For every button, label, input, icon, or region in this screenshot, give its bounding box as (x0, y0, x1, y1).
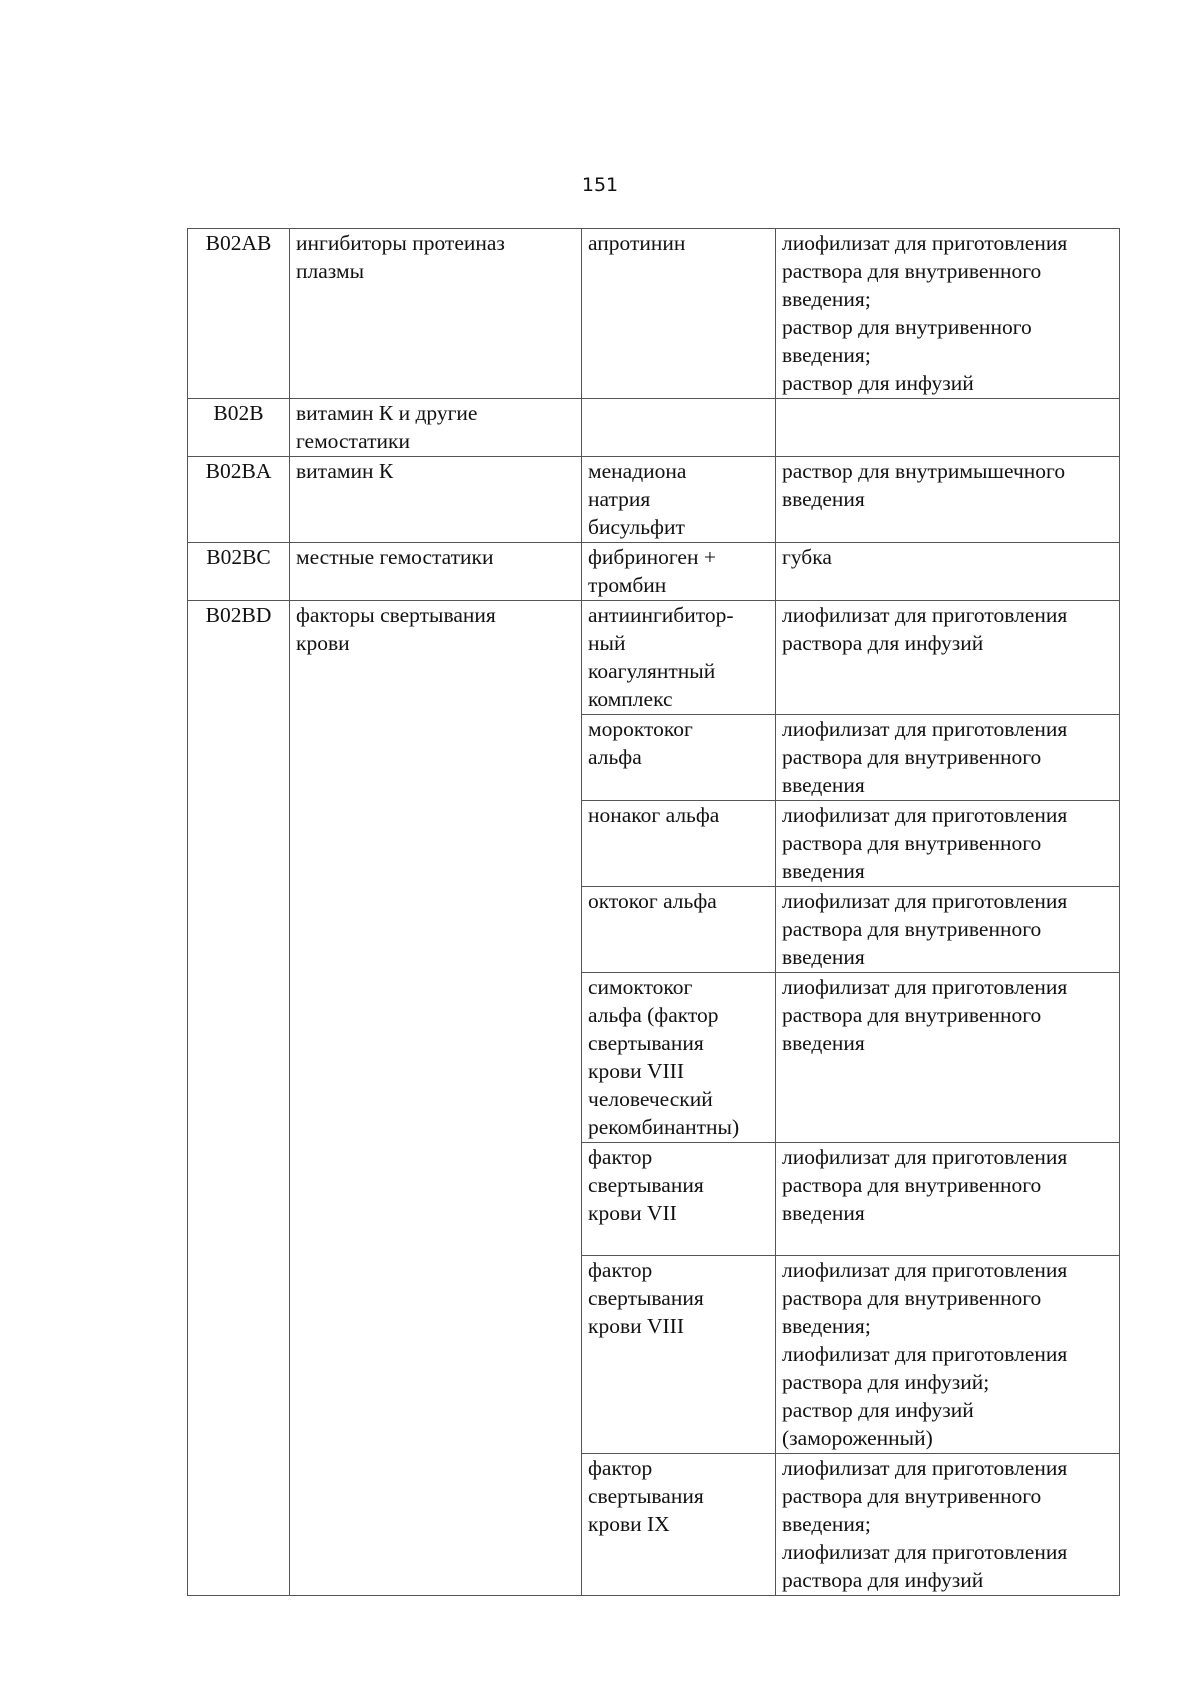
drug-name-cell (582, 1256, 776, 1454)
drug-name-cell (582, 715, 776, 801)
dosage-form-cell (776, 887, 1120, 973)
cell-line: раствора для внутривенного (782, 259, 1042, 283)
group-cell (290, 229, 582, 399)
table-row (188, 457, 1120, 543)
table-row (188, 229, 1120, 399)
cell-line: крови (296, 631, 350, 655)
cell-line: раствор для внутривенного (782, 315, 1032, 339)
drug-name-cell (582, 457, 776, 543)
atc-code-cell: B02BD (188, 601, 290, 1596)
cell-line: менадиона (588, 459, 687, 483)
drug-name-cell (582, 543, 776, 601)
cell-line: мороктоког (588, 717, 693, 741)
cell-line: введения; (782, 1314, 871, 1338)
cell-line: лиофилизат для приготовления (782, 1342, 1068, 1366)
cell-line: рекомбинантны) (588, 1115, 740, 1139)
cell-line: бисульфит (588, 515, 685, 539)
cell-line: раствор для внутримышечного (782, 459, 1066, 483)
group-cell (290, 601, 582, 1596)
cell-line: лиофилизат для приготовления (782, 603, 1068, 627)
cell-line: раствора для внутривенного (782, 917, 1042, 941)
table-row (188, 601, 1120, 715)
cell-line: (замороженный) (782, 1426, 933, 1450)
cell-line: свертывания (588, 1031, 704, 1055)
drug-name-cell (582, 1454, 776, 1596)
dosage-form-cell (776, 801, 1120, 887)
cell-line: фактор (588, 1258, 653, 1282)
dosage-form-cell (776, 973, 1120, 1143)
drug-name-cell (582, 399, 776, 457)
dosage-form-cell (776, 1454, 1120, 1596)
drug-name-cell (582, 601, 776, 715)
cell-line: раствор для инфузий (782, 1398, 974, 1422)
dosage-form-cell (776, 229, 1120, 399)
atc-code-cell: B02B (188, 399, 290, 457)
cell-line: крови VIII (588, 1314, 684, 1338)
cell-line: введения (782, 859, 865, 883)
cell-line: крови VII (588, 1201, 677, 1225)
cell-line: плазмы (296, 259, 365, 283)
cell-line: введения; (782, 1512, 871, 1536)
cell-line: раствор для инфузий (782, 371, 974, 395)
cell-line: лиофилизат для приготовления (782, 889, 1068, 913)
atc-code-cell: B02BA (188, 457, 290, 543)
cell-line: фибриноген + (588, 545, 716, 569)
cell-line: ный (588, 631, 626, 655)
dosage-form-cell (776, 399, 1120, 457)
drug-name-cell (582, 887, 776, 973)
cell-line: лиофилизат для приготовления (782, 231, 1068, 255)
group-cell (290, 399, 582, 457)
cell-line: лиофилизат для приготовления (782, 717, 1068, 741)
drug-name-cell (582, 801, 776, 887)
cell-line: нонаког альфа (588, 803, 720, 827)
table-row (188, 399, 1120, 457)
cell-line: тромбин (588, 573, 667, 597)
cell-line: октоког альфа (588, 889, 717, 913)
cell-line: витамин К и другие (296, 401, 478, 425)
cell-line: лиофилизат для приготовления (782, 803, 1068, 827)
page-number: 151 (581, 174, 619, 196)
atc-code-cell: B02AB (188, 229, 290, 399)
cell-line: раствора для инфузий; (782, 1370, 990, 1394)
drug-name-cell (582, 973, 776, 1143)
cell-line: раствора для внутривенного (782, 745, 1042, 769)
cell-line: раствора для инфузий (782, 1568, 984, 1592)
cell-line: симоктоког (588, 975, 693, 999)
cell-line: крови IX (588, 1512, 670, 1536)
cell-line: введения (782, 773, 865, 797)
group-cell (290, 543, 582, 601)
table-row (188, 543, 1120, 601)
cell-line: факторы свертывания (296, 603, 496, 627)
cell-line: натрия (588, 487, 651, 511)
cell-line: лиофилизат для приготовления (782, 1540, 1068, 1564)
cell-line: губка (782, 545, 832, 569)
cell-line: введения (782, 1201, 865, 1225)
group-cell (290, 457, 582, 543)
cell-line: человеческий (588, 1087, 713, 1111)
cell-line: антиингибитор- (588, 603, 734, 627)
cell-line: апротинин (588, 231, 686, 255)
cell-line: коагулянтный (588, 659, 716, 683)
atc-code-cell: B02BC (188, 543, 290, 601)
cell-line: фактор (588, 1456, 653, 1480)
cell-line: раствора для внутривенного (782, 1003, 1042, 1027)
cell-line: введения; (782, 343, 871, 367)
cell-line: раствора для внутривенного (782, 1484, 1042, 1508)
cell-line: введения (782, 945, 865, 969)
dosage-form-cell (776, 1143, 1120, 1256)
cell-line: местные гемостатики (296, 545, 494, 569)
dosage-form-cell (776, 543, 1120, 601)
dosage-form-cell (776, 457, 1120, 543)
cell-line: лиофилизат для приготовления (782, 975, 1068, 999)
cell-line: свертывания (588, 1286, 704, 1310)
cell-line: раствора для инфузий (782, 631, 984, 655)
drug-name-cell (582, 1143, 776, 1256)
cell-line: альфа (фактор (588, 1003, 719, 1027)
cell-line: раствора для внутривенного (782, 831, 1042, 855)
cell-line: крови VIII (588, 1059, 684, 1083)
cell-line: свертывания (588, 1173, 704, 1197)
dosage-form-cell (776, 601, 1120, 715)
cell-line: лиофилизат для приготовления (782, 1456, 1068, 1480)
cell-line: введения; (782, 287, 871, 311)
dosage-form-cell (776, 715, 1120, 801)
cell-line: лиофилизат для приготовления (782, 1145, 1068, 1169)
cell-line: витамин К (296, 459, 394, 483)
drug-table (187, 228, 1120, 1596)
cell-line: введения (782, 487, 865, 511)
cell-line: ингибиторы протеиназ (296, 231, 505, 255)
cell-line: фактор (588, 1145, 653, 1169)
cell-line: комплекс (588, 687, 673, 711)
cell-line: раствора для внутривенного (782, 1173, 1042, 1197)
cell-line: раствора для внутривенного (782, 1286, 1042, 1310)
drug-name-cell (582, 229, 776, 399)
cell-line: свертывания (588, 1484, 704, 1508)
cell-line: лиофилизат для приготовления (782, 1258, 1068, 1282)
dosage-form-cell (776, 1256, 1120, 1454)
cell-line: гемостатики (296, 429, 411, 453)
cell-line: введения (782, 1031, 865, 1055)
cell-line: альфа (588, 745, 642, 769)
